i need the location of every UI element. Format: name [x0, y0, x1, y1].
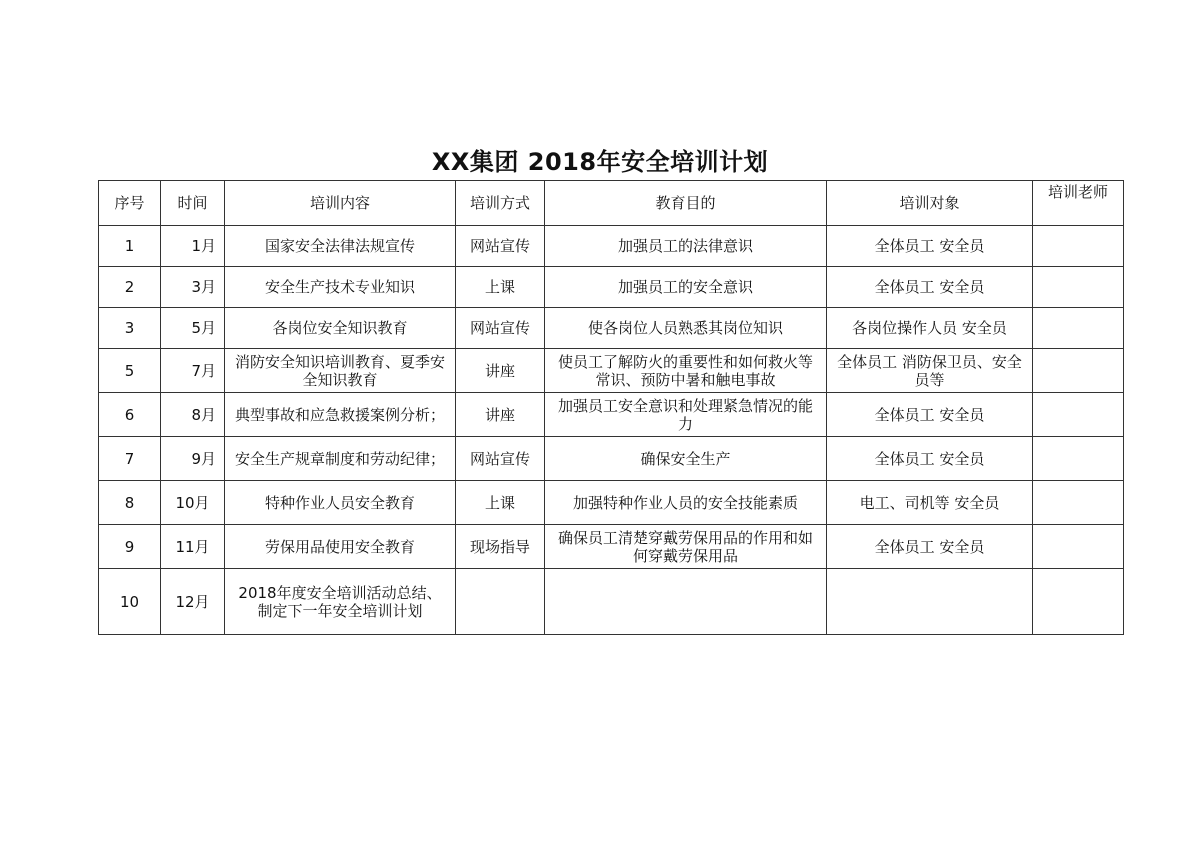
- cell-method: 网站宣传: [456, 308, 545, 349]
- table-row: [99, 525, 1124, 569]
- cell-target: 全体员工 安全员: [827, 525, 1033, 569]
- cell-no: 5: [99, 349, 161, 393]
- table-row: [99, 308, 1124, 349]
- header-content: 培训内容: [225, 181, 456, 226]
- cell-time: 11月: [161, 525, 225, 569]
- cell-purpose: 确保员工清楚穿戴劳保用品的作用和如何穿戴劳保用品: [545, 525, 827, 569]
- table-row: [99, 569, 1124, 635]
- cell-purpose: 加强特种作业人员的安全技能素质: [545, 481, 827, 525]
- cell-content: 特种作业人员安全教育: [225, 481, 456, 525]
- table-row: [99, 437, 1124, 481]
- cell-content: 劳保用品使用安全教育: [225, 525, 456, 569]
- document-title: XX集团 2018年安全培训计划: [431, 148, 769, 176]
- cell-method: 网站宣传: [456, 226, 545, 267]
- header-purpose: 教育目的: [545, 181, 827, 226]
- table-row: [99, 267, 1124, 308]
- cell-method: 讲座: [456, 393, 545, 437]
- cell-method: 现场指导: [456, 525, 545, 569]
- cell-time: 1月: [161, 226, 225, 267]
- cell-content: 安全生产技术专业知识: [225, 267, 456, 308]
- cell-teacher: [1033, 267, 1124, 308]
- cell-target: 全体员工 消防保卫员、安全员等: [827, 349, 1033, 393]
- cell-teacher: [1033, 308, 1124, 349]
- cell-time: 5月: [161, 308, 225, 349]
- cell-content: 安全生产规章制度和劳动纪律；: [225, 437, 456, 481]
- cell-teacher: [1033, 569, 1124, 635]
- table-row: [99, 481, 1124, 525]
- table-row: [99, 349, 1124, 393]
- cell-target: 全体员工 安全员: [827, 393, 1033, 437]
- table-row: [99, 393, 1124, 437]
- cell-no: 6: [99, 393, 161, 437]
- cell-target: 全体员工 安全员: [827, 267, 1033, 308]
- cell-purpose: 加强员工的法律意识: [545, 226, 827, 267]
- cell-no: 1: [99, 226, 161, 267]
- cell-method: 上课: [456, 481, 545, 525]
- cell-no: 7: [99, 437, 161, 481]
- training-plan-table: [98, 180, 1124, 635]
- cell-target: 全体员工 安全员: [827, 437, 1033, 481]
- cell-content: 2018年度安全培训活动总结、制定下一年安全培训计划: [225, 569, 456, 635]
- cell-no: 10: [99, 569, 161, 635]
- cell-no: 3: [99, 308, 161, 349]
- cell-time: 9月: [161, 437, 225, 481]
- cell-purpose: 加强员工安全意识和处理紧急情况的能力: [545, 393, 827, 437]
- cell-purpose: 使员工了解防火的重要性和如何救火等常识、预防中暑和触电事故: [545, 349, 827, 393]
- cell-purpose: 确保安全生产: [545, 437, 827, 481]
- cell-purpose: [545, 569, 827, 635]
- cell-time: 12月: [161, 569, 225, 635]
- cell-content: 国家安全法律法规宣传: [225, 226, 456, 267]
- header-no: 序号: [99, 181, 161, 226]
- cell-no: 2: [99, 267, 161, 308]
- cell-content: 典型事故和应急救援案例分析；: [225, 393, 456, 437]
- cell-content: 消防安全知识培训教育、夏季安全知识教育: [225, 349, 456, 393]
- cell-teacher: [1033, 393, 1124, 437]
- cell-teacher: [1033, 437, 1124, 481]
- cell-purpose: 使各岗位人员熟悉其岗位知识: [545, 308, 827, 349]
- cell-target: [827, 569, 1033, 635]
- header-time: 时间: [161, 181, 225, 226]
- cell-no: 9: [99, 525, 161, 569]
- cell-target: 电工、司机等 安全员: [827, 481, 1033, 525]
- cell-content: 各岗位安全知识教育: [225, 308, 456, 349]
- header-method: 培训方式: [456, 181, 545, 226]
- table-header-row: [99, 181, 1124, 226]
- cell-teacher: [1033, 226, 1124, 267]
- cell-method: [456, 569, 545, 635]
- cell-teacher: [1033, 525, 1124, 569]
- cell-time: 8月: [161, 393, 225, 437]
- cell-time: 10月: [161, 481, 225, 525]
- cell-teacher: [1033, 481, 1124, 525]
- cell-purpose: 加强员工的安全意识: [545, 267, 827, 308]
- cell-target: 全体员工 安全员: [827, 226, 1033, 267]
- table-row: [99, 226, 1124, 267]
- cell-time: 7月: [161, 349, 225, 393]
- cell-method: 网站宣传: [456, 437, 545, 481]
- cell-target: 各岗位操作人员 安全员: [827, 308, 1033, 349]
- cell-time: 3月: [161, 267, 225, 308]
- cell-no: 8: [99, 481, 161, 525]
- cell-method: 讲座: [456, 349, 545, 393]
- cell-teacher: [1033, 349, 1124, 393]
- cell-method: 上课: [456, 267, 545, 308]
- header-teacher: 培训老师: [1033, 181, 1124, 226]
- header-target: 培训对象: [827, 181, 1033, 226]
